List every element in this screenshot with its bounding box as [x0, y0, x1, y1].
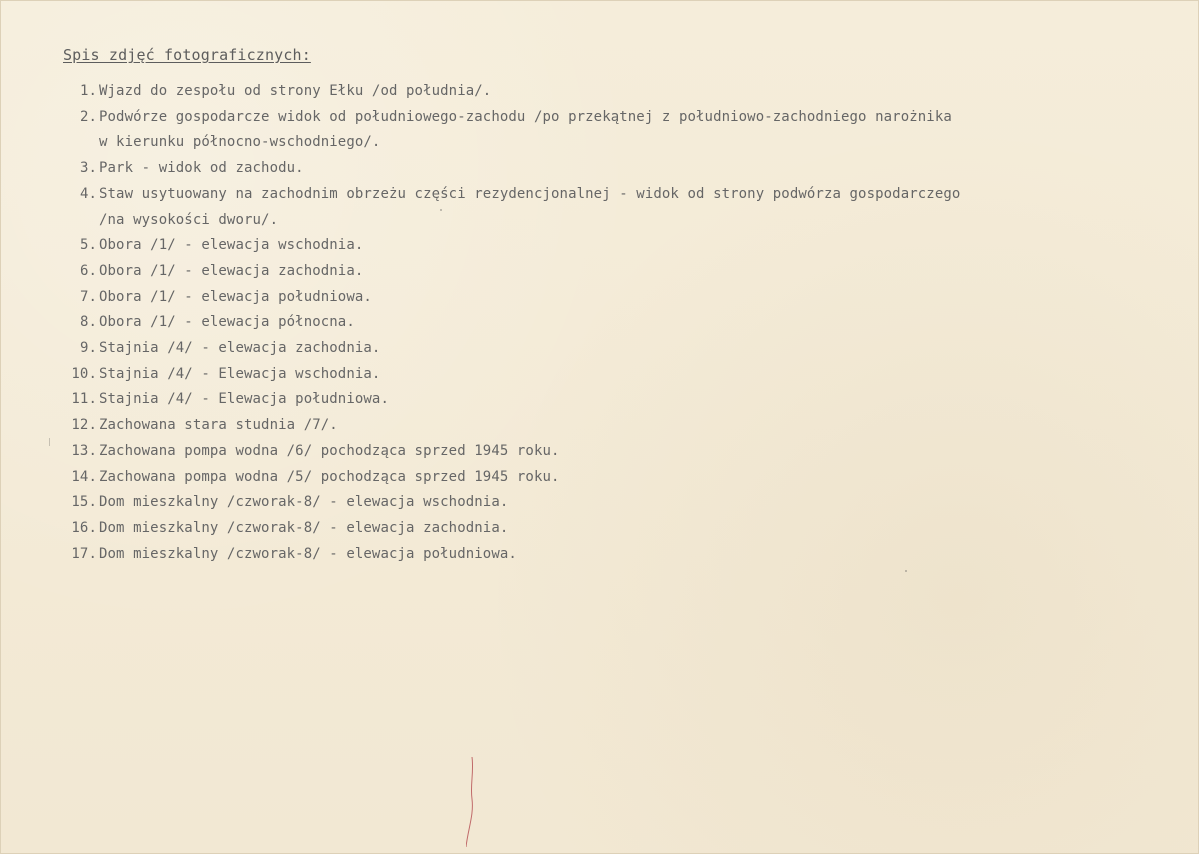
list-item-number: 9. [79, 340, 97, 357]
list-item-number: 5. [79, 237, 97, 254]
list-item [49, 182, 960, 233]
list-item-line: Dom mieszkalny /czworak-8/ - elewacja wschodnia. [99, 494, 509, 511]
list-item-number: 2. [79, 108, 97, 125]
photo-list [49, 79, 960, 567]
list-item-number: 14. [71, 468, 97, 485]
list-item-number: 4. [79, 185, 97, 202]
list-item-text [97, 516, 508, 542]
list-item-number: 16. [71, 519, 97, 536]
list-item [49, 336, 960, 362]
list-item [49, 490, 960, 516]
list-item-text [97, 105, 952, 156]
list-item-line: Stajnia /4/ - Elewacja południowa. [99, 391, 389, 408]
list-item-line: Obora /1/ - elewacja południowa. [99, 288, 372, 305]
document-title: Spis zdjęć fotograficznych: [63, 46, 311, 64]
list-item-line: /na wysokości dworu/. [99, 211, 279, 228]
list-item [49, 105, 960, 156]
list-item-text [97, 156, 304, 182]
list-item-number: 6. [79, 262, 97, 279]
list-item [49, 465, 960, 491]
list-item [49, 233, 960, 259]
list-item-number: 8. [79, 314, 97, 331]
list-item [49, 387, 960, 413]
list-item-text [97, 182, 960, 233]
list-item [49, 310, 960, 336]
list-item-text [97, 285, 372, 311]
list-item-line: Podwórze gospodarcze widok od południowego-zachodu /po przekątnej z południowo-zachodniego narożnika [99, 108, 952, 125]
list-item-number: 7. [79, 288, 97, 305]
list-item-text [97, 362, 380, 388]
list-item-line: Park - widok od zachodu. [99, 160, 304, 177]
list-item-number: 13. [71, 442, 97, 459]
paper-speck [905, 570, 907, 572]
list-item-line: Wjazd do zespołu od strony Ełku /od południa/. [99, 83, 492, 99]
list-item-number: 1. [79, 83, 97, 99]
list-item-text [97, 439, 560, 465]
list-item [49, 516, 960, 542]
list-item [49, 362, 960, 388]
list-item-line: Obora /1/ - elewacja zachodnia. [99, 262, 364, 279]
list-item-text [97, 79, 491, 105]
list-item [49, 542, 960, 568]
list-item [49, 439, 960, 465]
list-item [49, 259, 960, 285]
list-item-line: Staw usytuowany na zachodnim obrzeżu części rezydencjonalnej - widok od strony podwórza gospodarczego [99, 185, 961, 202]
list-item-line: Dom mieszkalny /czworak-8/ - elewacja południowa. [99, 545, 517, 562]
pen-scratch-path [466, 757, 473, 847]
list-item-line: Dom mieszkalny /czworak-8/ - elewacja zachodnia. [99, 519, 509, 536]
list-item [49, 285, 960, 311]
list-item-number: 12. [71, 417, 97, 434]
list-item [49, 156, 960, 182]
list-item-text [97, 387, 389, 413]
list-item-line: Zachowana pompa wodna /6/ pochodząca sprzed 1945 roku. [99, 442, 560, 459]
list-item-number: 11. [71, 391, 97, 408]
list-item-text [97, 336, 380, 362]
list-item-text [97, 259, 363, 285]
list-item-line: w kierunku północno-wschodniego/. [99, 134, 381, 151]
pen-scratch-mark [466, 757, 476, 847]
list-item-text [97, 490, 508, 516]
list-item-line: Obora /1/ - elewacja północna. [99, 314, 355, 331]
list-item-line: Stajnia /4/ - elewacja zachodnia. [99, 340, 381, 357]
list-item [49, 413, 960, 439]
list-item-text [97, 413, 338, 439]
list-item-text [97, 542, 517, 568]
list-item [49, 79, 960, 105]
list-item-number: 17. [71, 545, 97, 562]
list-item-line: Zachowana pompa wodna /5/ pochodząca sprzed 1945 roku. [99, 468, 560, 485]
list-item-line: Obora /1/ - elewacja wschodnia. [99, 237, 364, 254]
list-item-number: 15. [71, 494, 97, 511]
list-item-number: 10. [71, 365, 97, 382]
list-item-line: Zachowana stara studnia /7/. [99, 417, 338, 434]
list-item-line: Stajnia /4/ - Elewacja wschodnia. [99, 365, 381, 382]
list-item-text [97, 233, 363, 259]
list-item-number: 3. [79, 160, 97, 177]
list-item-text [97, 465, 560, 491]
list-item-text [97, 310, 355, 336]
